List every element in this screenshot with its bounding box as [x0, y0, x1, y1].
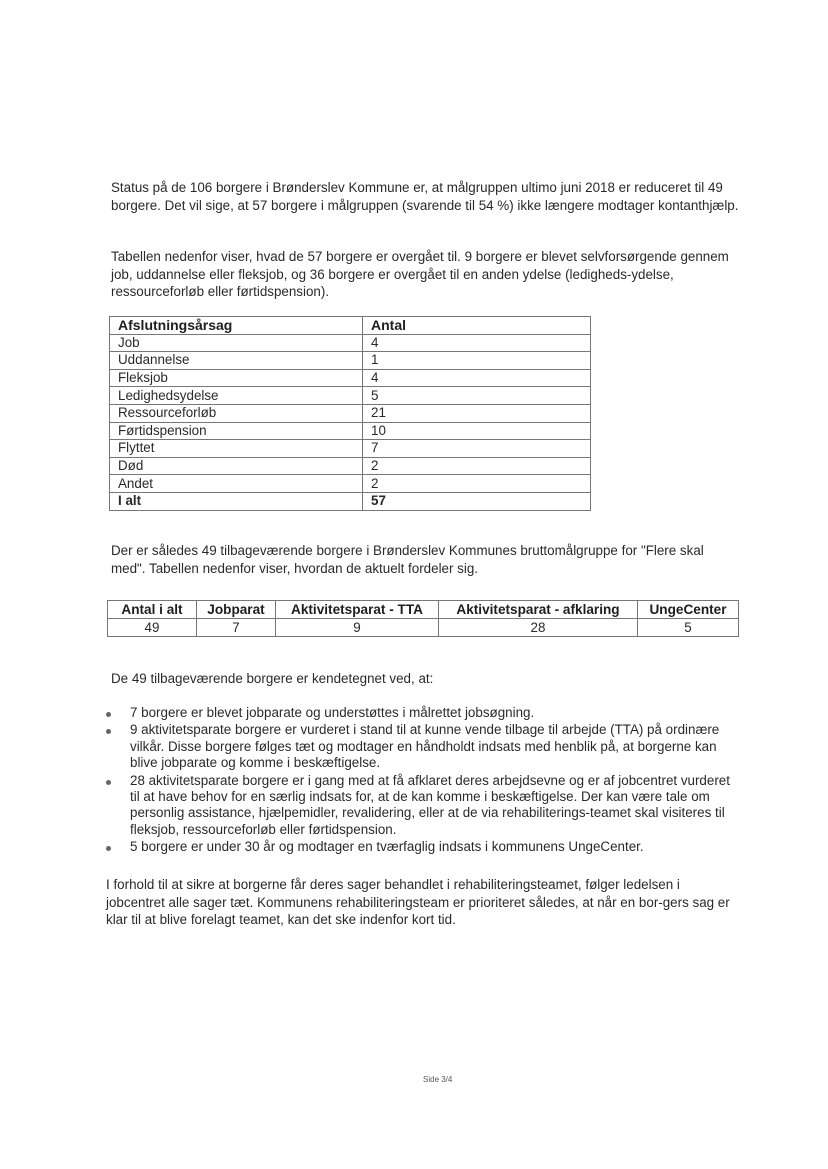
reason-cell: Flyttet — [110, 440, 363, 458]
count-cell: 7 — [363, 440, 591, 458]
table-row — [110, 422, 591, 440]
header-jobparat: Jobparat — [197, 601, 276, 619]
value-cell: 28 — [439, 619, 638, 637]
reason-cell: Fleksjob — [110, 369, 363, 387]
table-row — [110, 352, 591, 370]
list-item — [106, 773, 742, 839]
bullet-icon — [106, 712, 111, 717]
reason-cell: Ressourceforløb — [110, 404, 363, 422]
header-aktivitetsparat-tta: Aktivitetsparat - TTA — [276, 601, 439, 619]
list-item-text: 28 aktivitetsparate borgere er i gang med at få afklaret deres arbejdsevne og er af jobcentret vurderet til at have behov for en særlig indsats for, at de kan komme i beskæftigelse. Der kan være tale om personlig assistance, hjælpemidler, revalidering, eller at de via rehabiliterings-teamet skal visiteres til fleksjob, ressourceforløb eller førtidspension. — [130, 772, 730, 837]
remaining-intro-paragraph: Der er således 49 tilbageværende borgere i Brønderslev Kommunes bruttomålgruppe for "Flere skal med". Tabellen nedenfor viser, hvordan de aktuelt fordeler sig. — [111, 543, 704, 576]
count-cell: 1 — [363, 352, 591, 370]
bullet-icon — [106, 846, 111, 851]
reason-cell: Død — [110, 457, 363, 475]
header-ungecenter: UngeCenter — [638, 601, 739, 619]
termination-reason-table — [109, 316, 591, 511]
table-intro-paragraph: Tabellen nedenfor viser, hvad de 57 borgere er overgået til. 9 borgere er blevet selvforsørgende gennem job, uddannelse eller fleksjob, og 36 borgere er overgået til en anden ydelse (ledigheds-ydelse, ressourceforløb eller førtidspension). — [111, 249, 729, 299]
table-row — [110, 440, 591, 458]
value-cell: 9 — [276, 619, 439, 637]
reason-cell: Andet — [110, 475, 363, 493]
list-item — [106, 722, 742, 771]
reason-cell: Job — [110, 334, 363, 352]
header-aktivitetsparat-afklaring: Aktivitetsparat - afklaring — [439, 601, 638, 619]
count-cell: 5 — [363, 387, 591, 405]
list-item — [106, 705, 742, 721]
list-item-text: 9 aktivitetsparate borgere er vurderet i stand til at kunne vende tilbage til arbejde (TTA) på ordinære vilkår. Disse borgere følges tæt og modtager en håndholdt indsats med henblik på, at borgerne kan blive jobparate og komme i beskæftigelse. — [130, 722, 720, 771]
header-afslutningsaarsag: Afslutningsårsag — [110, 317, 363, 335]
count-cell: 10 — [363, 422, 591, 440]
list-item-text: 5 borgere er under 30 år og modtager en tværfaglig indsats i kommunens UngeCenter. — [130, 839, 644, 855]
total-label-cell: I alt — [110, 492, 363, 510]
table-row — [108, 619, 739, 637]
table-header-row — [108, 601, 739, 619]
bullet-icon — [106, 780, 111, 785]
value-cell: 49 — [108, 619, 197, 637]
table-row — [110, 387, 591, 405]
total-count-cell: 57 — [363, 492, 591, 510]
table-total-row — [110, 492, 591, 510]
rehabilitation-paragraph: I forhold til at sikre at borgerne får deres sager behandlet i rehabiliteringsteamet, følger ledelsen i jobcentret alle sager tæt. Kommunens rehabiliteringsteam er prioriteret således, at når en bor-gers sag er klar til at blive forelagt teamet, kan det ske indenfor kort tid. — [106, 877, 730, 927]
table-row — [110, 475, 591, 493]
table-header-row — [110, 317, 591, 335]
count-cell: 4 — [363, 369, 591, 387]
count-cell: 2 — [363, 475, 591, 493]
table-row — [110, 369, 591, 387]
characteristics-list — [106, 705, 742, 857]
page-number: Side 3/4 — [423, 1075, 453, 1084]
characteristics-intro: De 49 tilbageværende borgere er kendetegnet ved, at: — [111, 671, 434, 686]
table-row — [110, 404, 591, 422]
reason-cell: Førtidspension — [110, 422, 363, 440]
header-antal: Antal — [363, 317, 591, 335]
remaining-distribution-table — [107, 600, 739, 637]
value-cell: 5 — [638, 619, 739, 637]
reason-cell: Ledighedsydelse — [110, 387, 363, 405]
count-cell: 21 — [363, 404, 591, 422]
header-antal-i-alt: Antal i alt — [108, 601, 197, 619]
list-item-text: 7 borgere er blevet jobparate og understøttes i målrettet jobsøgning. — [130, 705, 535, 720]
table-row — [110, 334, 591, 352]
list-item — [106, 839, 742, 855]
value-cell: 7 — [197, 619, 276, 637]
status-paragraph: Status på de 106 borgere i Brønderslev Kommune er, at målgruppen ultimo juni 2018 er reduceret til 49 borgere. Det vil sige, at 57 borgere i målgruppen (svarende til 54 %) ikke længere modtager kontanthjælp. — [111, 180, 739, 213]
reason-cell: Uddannelse — [110, 352, 363, 370]
count-cell: 4 — [363, 334, 591, 352]
bullet-icon — [106, 729, 111, 734]
table-row — [110, 457, 591, 475]
count-cell: 2 — [363, 457, 591, 475]
